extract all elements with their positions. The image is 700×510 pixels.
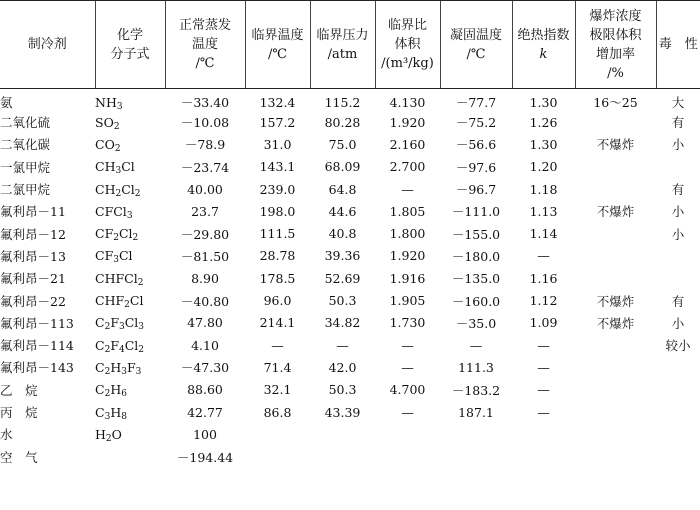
chemical-formula xyxy=(95,423,165,445)
boiling-point-cell: －78.9 xyxy=(184,137,226,153)
boiling-point-cell: －194.44 xyxy=(176,449,234,465)
formula-subscript: 2 xyxy=(114,143,121,154)
freezing-point-cell: －56.6 xyxy=(455,137,497,153)
adiabatic-index-cell: 1.30 xyxy=(529,136,558,152)
table-row xyxy=(0,156,700,178)
table-body xyxy=(0,89,700,468)
critical-volume-cell: 4.130 xyxy=(389,94,426,110)
refrigerant-name: 氟利昂－13 xyxy=(0,248,66,264)
critical-volume-cell: 1.800 xyxy=(389,226,426,242)
formula-subscript: 6 xyxy=(121,389,127,400)
boiling-point-cell: 8.90 xyxy=(191,270,219,286)
header-formula: 化学 分子式 xyxy=(95,1,165,89)
critical-temperature-cell: 198.0 xyxy=(259,203,296,219)
chemical-formula xyxy=(95,200,165,222)
chemical-formula xyxy=(95,222,165,244)
table-row xyxy=(0,111,700,133)
refrigerant-name: 水 xyxy=(0,427,13,443)
freezing-point-cell: －183.2 xyxy=(451,382,501,398)
formula-subscript: 3 xyxy=(135,366,142,377)
adiabatic-index-cell: — xyxy=(537,382,550,398)
formula-subscript: 2 xyxy=(113,233,119,244)
boiling-point-cell: 100 xyxy=(193,426,217,442)
explosive-limit-cell: 不爆炸 xyxy=(596,137,635,153)
explosive-limit-cell xyxy=(575,423,656,445)
formula-part: CHF xyxy=(95,293,125,309)
adiabatic-index-cell: 1.30 xyxy=(529,94,558,110)
critical-temperature-cell: 71.4 xyxy=(263,359,292,375)
chemical-formula xyxy=(95,312,165,334)
boiling-point-cell: 4.10 xyxy=(191,337,219,353)
table-row xyxy=(0,312,700,334)
critical-pressure-cell xyxy=(310,423,375,445)
explosive-limit-cell xyxy=(575,245,656,267)
explosive-limit-cell xyxy=(575,401,656,423)
formula-subscript: 2 xyxy=(104,389,111,400)
formula-subscript: 2 xyxy=(104,344,111,355)
toxicity-cell xyxy=(656,245,700,267)
chemical-formula xyxy=(95,245,165,267)
toxicity-cell: 小 xyxy=(671,315,685,331)
header-critical-pressure: 临界压力 /atm xyxy=(310,1,375,89)
table-row xyxy=(0,245,700,267)
critical-pressure-cell: 68.09 xyxy=(324,159,361,175)
header-boiling-point: 正常蒸发 温度 /℃ xyxy=(165,1,245,89)
explosive-limit-cell xyxy=(575,222,656,244)
boiling-point-cell: －23.74 xyxy=(180,159,230,175)
table-row xyxy=(0,267,700,289)
adiabatic-index-cell: 1.18 xyxy=(529,181,558,197)
explosive-limit-cell xyxy=(575,379,656,401)
critical-pressure-cell xyxy=(310,445,375,467)
formula-subscript: 3 xyxy=(119,322,125,333)
refrigerant-name: 空 气 xyxy=(0,449,38,465)
formula-subscript: 2 xyxy=(134,188,141,199)
formula-part: Cl xyxy=(118,248,133,264)
formula-subscript: 2 xyxy=(137,277,144,288)
boiling-point-cell: 40.00 xyxy=(187,181,223,197)
refrigerant-name: 氟利昂－22 xyxy=(0,293,66,309)
refrigerant-name: 氟利昂－143 xyxy=(0,360,74,376)
explosive-limit-cell xyxy=(575,267,656,289)
critical-temperature-cell: 96.0 xyxy=(263,293,292,309)
critical-volume-cell: 1.916 xyxy=(389,270,426,286)
chemical-formula xyxy=(95,156,165,178)
explosive-limit-cell: 不爆炸 xyxy=(596,315,635,331)
formula-subscript: 4 xyxy=(119,344,125,355)
critical-volume-cell: 1.905 xyxy=(389,293,426,309)
adiabatic-index-cell: 1.12 xyxy=(529,293,558,309)
header-freezing-point: 凝固温度 /℃ xyxy=(440,1,512,89)
header-toxicity: 毒 性 xyxy=(656,1,700,89)
chemical-formula xyxy=(95,111,165,133)
refrigerant-name: 氟利昂－113 xyxy=(0,315,74,331)
critical-pressure-cell: — xyxy=(336,337,349,353)
adiabatic-index-cell: — xyxy=(537,337,550,353)
table-row xyxy=(0,222,700,244)
explosive-limit-cell xyxy=(575,111,656,133)
formula-part: CHFCl xyxy=(95,270,138,286)
boiling-point-cell: 88.60 xyxy=(187,382,223,398)
formula-part: C xyxy=(95,404,105,420)
boiling-point-cell: －47.30 xyxy=(180,360,230,376)
formula-part: C xyxy=(95,337,105,353)
critical-pressure-cell: 34.82 xyxy=(324,315,361,331)
formula-subscript: 2 xyxy=(105,433,112,444)
explosive-limit-cell xyxy=(575,356,656,378)
toxicity-cell: 有 xyxy=(671,182,685,198)
adiabatic-index-cell: 1.09 xyxy=(529,315,558,331)
header-adiabatic-index: 绝热指数 k xyxy=(512,1,575,89)
critical-volume-cell: — xyxy=(401,404,414,420)
freezing-point-cell xyxy=(440,423,512,445)
formula-part: F xyxy=(110,337,119,353)
critical-volume-cell: 2.700 xyxy=(389,159,426,175)
boiling-point-cell: －40.80 xyxy=(180,293,230,309)
header-critical-temperature: 临界温度 /℃ xyxy=(245,1,310,89)
toxicity-cell: 小 xyxy=(671,226,685,242)
freezing-point-cell: －77.7 xyxy=(455,95,497,110)
critical-temperature-cell: 214.1 xyxy=(259,315,296,331)
formula-part: CH xyxy=(95,159,116,175)
formula-part: CF xyxy=(95,226,114,242)
critical-temperature-cell: 31.0 xyxy=(263,136,292,152)
critical-volume-cell xyxy=(375,423,440,445)
critical-pressure-cell: 115.2 xyxy=(324,94,361,110)
toxicity-cell: 小 xyxy=(671,204,685,220)
freezing-point-cell: －111.0 xyxy=(451,204,501,220)
toxicity-cell xyxy=(656,401,700,423)
adiabatic-index-cell: 1.26 xyxy=(529,114,558,130)
refrigerant-name: 一氯甲烷 xyxy=(0,159,51,175)
table-row xyxy=(0,401,700,423)
critical-pressure-cell: 44.6 xyxy=(328,203,357,219)
formula-part: CO xyxy=(95,136,115,152)
table-row xyxy=(0,445,700,467)
critical-pressure-cell: 75.0 xyxy=(328,136,357,152)
freezing-point-cell: 111.3 xyxy=(458,359,494,375)
adiabatic-index-cell: — xyxy=(537,248,550,264)
freezing-point-cell: －97.6 xyxy=(455,159,497,175)
refrigerant-name: 二氧化硫 xyxy=(0,115,51,131)
critical-temperature-cell xyxy=(245,423,310,445)
formula-part: Cl xyxy=(129,293,144,309)
formula-part: Cl xyxy=(118,226,133,242)
critical-volume-cell: 4.700 xyxy=(389,382,426,398)
critical-volume-cell: 1.730 xyxy=(389,315,426,331)
chemical-formula xyxy=(95,379,165,401)
formula-part: H xyxy=(110,382,122,398)
explosive-limit-cell: 不爆炸 xyxy=(596,204,635,220)
critical-temperature-cell: 111.5 xyxy=(259,226,296,242)
formula-part: C xyxy=(95,315,105,331)
refrigerant-name: 氟利昂－11 xyxy=(0,204,66,220)
header-explosive-limit: 爆炸浓度 极限体积 增加率 /% xyxy=(575,1,656,89)
critical-temperature-cell: 143.1 xyxy=(259,159,296,175)
explosive-limit-cell xyxy=(575,334,656,356)
table-row xyxy=(0,133,700,155)
formula-subscript: 2 xyxy=(115,188,122,199)
freezing-point-cell: －96.7 xyxy=(455,182,497,198)
table-row xyxy=(0,379,700,401)
toxicity-cell xyxy=(656,267,700,289)
boiling-point-cell: －29.80 xyxy=(180,226,230,242)
adiabatic-index-cell: — xyxy=(537,359,550,375)
table-row xyxy=(0,356,700,378)
header-refrigerant: 制冷剂 xyxy=(0,1,95,89)
freezing-point-cell: －180.0 xyxy=(451,248,501,264)
formula-subscript: 2 xyxy=(124,300,130,311)
explosive-limit-cell xyxy=(575,156,656,178)
toxicity-cell xyxy=(656,356,700,378)
critical-volume-cell: — xyxy=(401,359,414,375)
adiabatic-index-cell: 1.13 xyxy=(529,203,558,219)
adiabatic-index-cell: 1.20 xyxy=(529,159,558,175)
formula-part: Cl xyxy=(124,315,139,331)
critical-volume-cell: 2.160 xyxy=(389,136,426,152)
adiabatic-index-cell xyxy=(512,423,575,445)
chemical-formula xyxy=(95,445,165,467)
formula-part: CF xyxy=(95,248,114,264)
formula-part: NH xyxy=(95,94,117,110)
refrigerant-name: 乙 烷 xyxy=(0,382,38,398)
chemical-formula xyxy=(95,267,165,289)
formula-subscript: 3 xyxy=(115,166,122,177)
critical-temperature-cell: 239.0 xyxy=(259,181,296,197)
formula-part: O xyxy=(111,426,122,442)
toxicity-cell xyxy=(656,423,700,445)
critical-volume-cell: 1.920 xyxy=(389,114,426,130)
refrigerant-name: 丙 烷 xyxy=(0,405,38,420)
critical-temperature-cell: 178.5 xyxy=(259,270,296,286)
formula-subscript: 3 xyxy=(138,322,145,333)
formula-part: C xyxy=(95,382,105,398)
critical-temperature-cell: 157.2 xyxy=(259,114,296,130)
toxicity-cell xyxy=(656,156,700,178)
toxicity-cell xyxy=(656,379,700,401)
formula-subscript: 3 xyxy=(121,366,127,377)
formula-subscript: 3 xyxy=(126,210,133,221)
critical-temperature-cell xyxy=(245,445,310,467)
header-critical-specific-volume: 临界比 体积 /(m³/kg) xyxy=(375,1,440,89)
formula-part: F xyxy=(110,315,119,331)
formula-subscript: 3 xyxy=(113,255,119,266)
critical-volume-cell: 1.920 xyxy=(389,248,426,264)
freezing-point-cell xyxy=(440,445,512,467)
table-row xyxy=(0,200,700,222)
formula-part: Cl xyxy=(121,159,135,175)
formula-subscript: 8 xyxy=(121,411,127,422)
critical-pressure-cell: 39.36 xyxy=(324,248,361,264)
refrigerant-name: 二氧化碳 xyxy=(0,137,51,153)
critical-temperature-cell: 86.8 xyxy=(263,404,292,420)
critical-pressure-cell: 64.8 xyxy=(328,181,357,197)
critical-pressure-cell: 43.39 xyxy=(324,404,361,420)
formula-part: H xyxy=(110,404,122,420)
refrigerant-name: 氨 xyxy=(0,95,13,110)
adiabatic-index-cell xyxy=(512,445,575,467)
critical-temperature-cell: 32.1 xyxy=(263,382,292,398)
refrigerant-name: 氟利昂－21 xyxy=(0,271,66,287)
chemical-formula xyxy=(95,356,165,378)
boiling-point-cell: 23.7 xyxy=(191,203,219,219)
chemical-formula xyxy=(95,289,165,311)
chemical-formula xyxy=(95,89,165,112)
toxicity-cell: 有 xyxy=(671,115,685,131)
chemical-formula xyxy=(95,133,165,155)
critical-pressure-cell: 50.3 xyxy=(328,382,357,398)
boiling-point-cell: －10.08 xyxy=(180,115,230,131)
formula-subscript: 2 xyxy=(132,233,139,244)
formula-part: H xyxy=(110,359,122,375)
critical-pressure-cell: 50.3 xyxy=(328,293,357,309)
toxicity-cell: 较小 xyxy=(665,338,691,354)
explosive-limit-cell: 不爆炸 xyxy=(596,293,635,309)
critical-temperature-cell: 132.4 xyxy=(259,94,296,110)
refrigerant-name: 二氯甲烷 xyxy=(0,182,51,198)
critical-volume-cell: — xyxy=(401,337,414,353)
formula-part: CH xyxy=(95,181,116,197)
formula-part: C xyxy=(95,359,105,375)
table-row xyxy=(0,178,700,200)
formula-part: H xyxy=(95,426,106,442)
toxicity-cell: 小 xyxy=(671,137,685,153)
chemical-formula xyxy=(95,178,165,200)
boiling-point-cell: －81.50 xyxy=(180,248,230,264)
freezing-point-cell: — xyxy=(469,337,483,353)
explosive-limit-cell xyxy=(575,445,656,467)
explosive-limit-cell xyxy=(575,178,656,200)
formula-part: F xyxy=(126,359,136,375)
freezing-point-cell: －160.0 xyxy=(451,293,501,309)
critical-volume-cell: 1.805 xyxy=(389,203,426,219)
critical-pressure-cell: 40.8 xyxy=(328,226,357,242)
formula-subscript: 2 xyxy=(104,322,111,333)
refrigerant-name: 氟利昂－12 xyxy=(0,226,66,242)
header-row xyxy=(0,1,700,89)
formula-part: Cl xyxy=(124,337,139,353)
freezing-point-cell: 187.1 xyxy=(458,404,494,420)
critical-pressure-cell: 80.28 xyxy=(324,114,361,130)
critical-temperature-cell: — xyxy=(271,337,284,353)
freezing-point-cell: －155.0 xyxy=(451,226,501,242)
formula-subscript: 2 xyxy=(104,366,111,377)
freezing-point-cell: －75.2 xyxy=(455,115,497,131)
table-row xyxy=(0,89,700,112)
formula-subscript: 3 xyxy=(116,101,123,112)
critical-temperature-cell: 28.78 xyxy=(259,248,296,264)
boiling-point-cell: 42.77 xyxy=(187,404,223,420)
table-row xyxy=(0,334,700,356)
explosive-limit-cell: 16～25 xyxy=(593,95,638,110)
toxicity-cell: 有 xyxy=(671,293,685,309)
critical-pressure-cell: 42.0 xyxy=(328,359,357,375)
table-row xyxy=(0,423,700,445)
critical-volume-cell: — xyxy=(401,181,414,197)
chemical-formula xyxy=(95,334,165,356)
freezing-point-cell: －35.0 xyxy=(455,315,497,331)
formula-subscript: 3 xyxy=(104,411,111,422)
formula-part: Cl xyxy=(121,181,135,197)
refrigerant-name: 氟利昂－114 xyxy=(0,338,74,354)
boiling-point-cell: 47.80 xyxy=(187,315,223,331)
adiabatic-index-cell: 1.16 xyxy=(529,270,558,286)
toxicity-cell xyxy=(656,445,700,467)
boiling-point-cell: －33.40 xyxy=(180,95,230,110)
formula-subscript: 2 xyxy=(138,344,145,355)
toxicity-cell: 大 xyxy=(671,95,685,110)
adiabatic-index-cell: — xyxy=(537,404,550,420)
adiabatic-index-cell: 1.14 xyxy=(529,226,558,242)
formula-part: CFCl xyxy=(95,203,127,219)
formula-subscript: 2 xyxy=(113,121,120,132)
table-row xyxy=(0,289,700,311)
critical-pressure-cell: 52.69 xyxy=(324,270,361,286)
formula-part: SO xyxy=(95,114,114,130)
critical-volume-cell xyxy=(375,445,440,467)
chemical-formula xyxy=(95,401,165,423)
freezing-point-cell: －135.0 xyxy=(451,271,501,287)
